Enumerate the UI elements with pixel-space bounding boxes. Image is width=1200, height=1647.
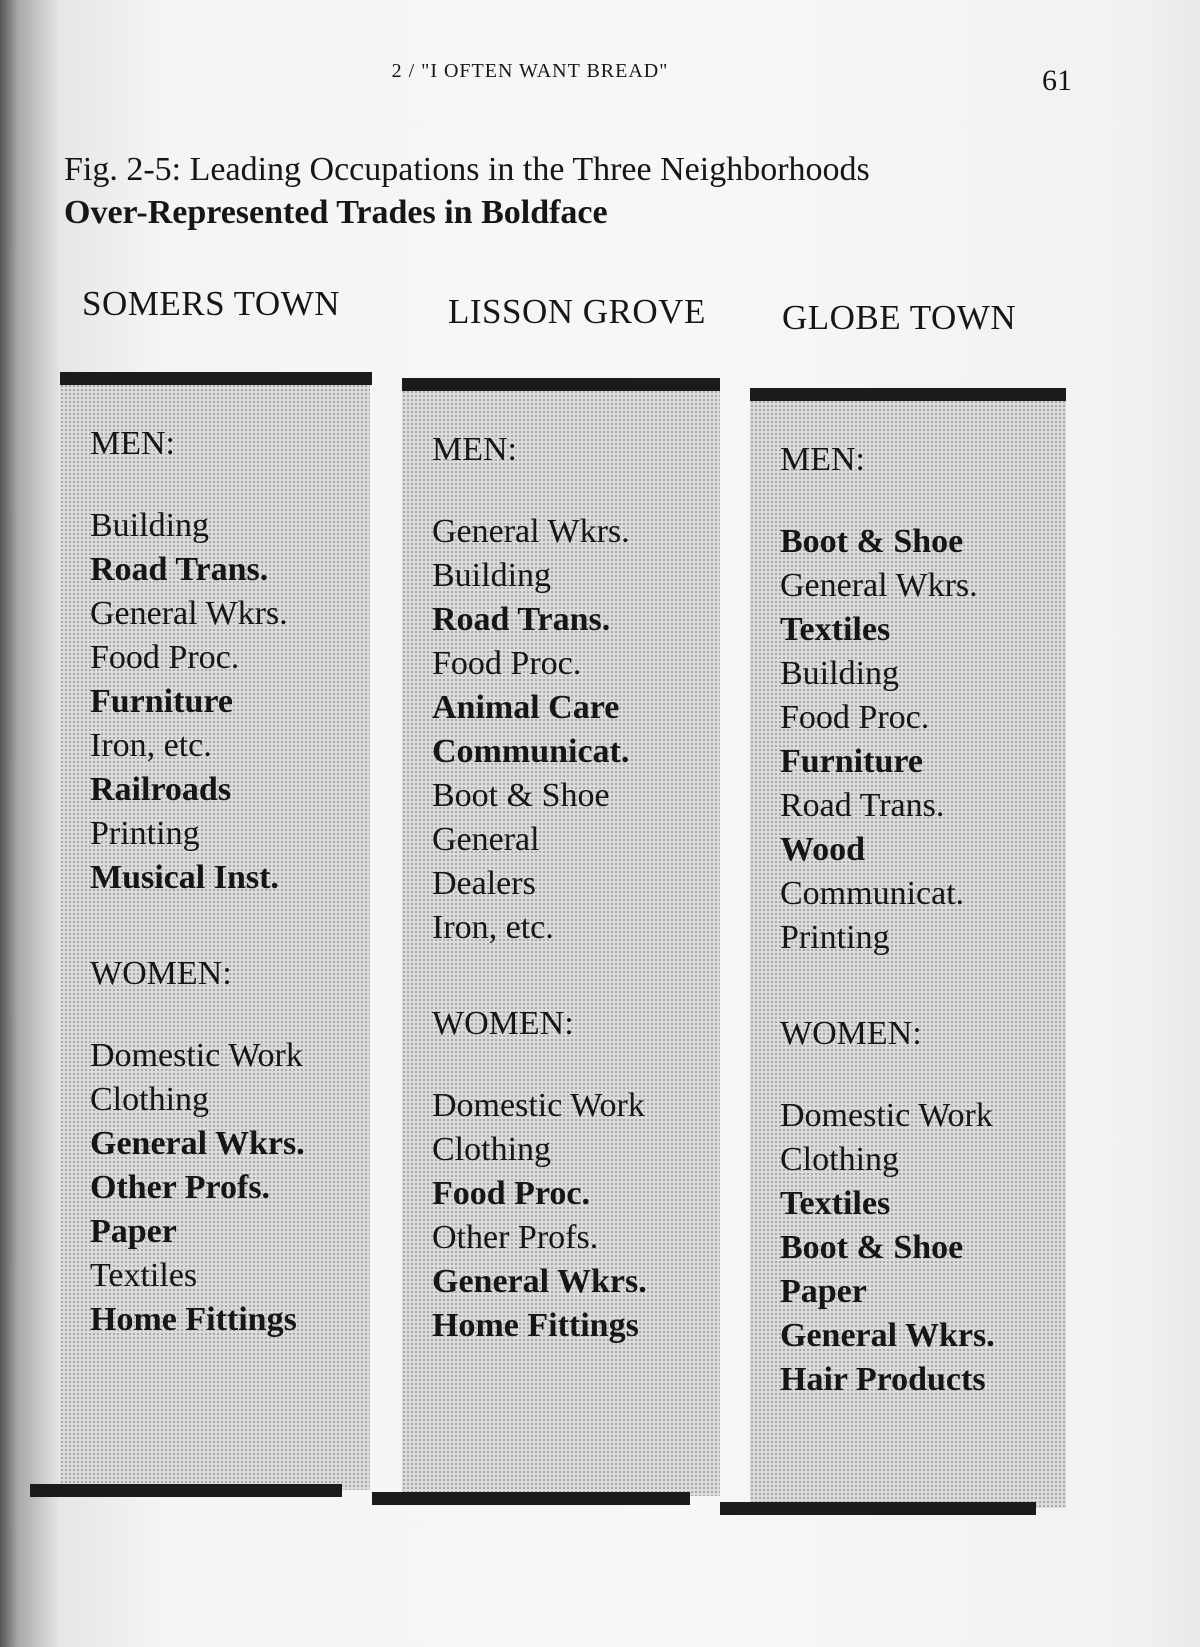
men-occupations (90, 504, 305, 900)
occupation-item: Textiles (780, 1185, 891, 1222)
column-top-rule (750, 388, 1066, 401)
occupation-item: Musical Inst. (90, 859, 279, 896)
column-list-somers-town (90, 422, 305, 1342)
occupation-item: Food Proc. (780, 699, 930, 736)
column-bottom-rule (30, 1484, 342, 1497)
occupation-item: Paper (90, 1213, 177, 1250)
occupation-item: Boot & Shoe (780, 523, 964, 560)
occupation-item: Hair Products (780, 1361, 986, 1398)
occupation-item: General Wkrs. (780, 567, 978, 604)
column-list-lisson-grove (432, 428, 647, 1348)
occupation-item: Road Trans. (432, 601, 611, 638)
column-bottom-rule (720, 1502, 1036, 1515)
women-label: WOMEN: (432, 1005, 574, 1042)
men-occupations (780, 520, 995, 960)
column-bottom-rule (372, 1492, 690, 1505)
occupation-item: Printing (780, 919, 890, 956)
occupation-item: Clothing (780, 1141, 900, 1178)
occupation-item: General Wkrs. (780, 1317, 995, 1354)
occupation-item: Textiles (90, 1257, 198, 1294)
occupation-item: Paper (780, 1273, 867, 1310)
occupation-item: Building (780, 655, 900, 692)
running-head: 2 / "I OFTEN WANT BREAD" (391, 60, 669, 82)
occupation-item: Clothing (90, 1081, 210, 1118)
occupation-item: Communicat. (432, 733, 630, 770)
occupation-item: General (432, 821, 540, 858)
men-label: MEN: (90, 425, 175, 462)
occupation-item: Boot & Shoe (432, 777, 610, 814)
occupation-item: Food Proc. (90, 639, 240, 676)
occupation-item: Dealers (432, 865, 536, 902)
women-label: WOMEN: (780, 1015, 922, 1052)
occupation-item: Domestic Work (780, 1097, 993, 1134)
occupation-item: Food Proc. (432, 1175, 591, 1212)
occupation-item: Domestic Work (432, 1087, 645, 1124)
women-occupations (432, 1084, 647, 1348)
column-heading-somers-town: SOMERS TOWN (82, 284, 341, 323)
column-heading-lisson-grove: LISSON GROVE (448, 292, 706, 331)
men-label: MEN: (432, 431, 517, 468)
occupation-item: Printing (90, 815, 200, 852)
men-occupations (432, 510, 647, 950)
occupation-item: Communicat. (780, 875, 965, 912)
occupation-item: Furniture (780, 743, 923, 780)
column-list-globe-town (780, 438, 995, 1402)
figure-title: Fig. 2-5: Leading Occupations in the Three Neighborhoods (64, 151, 870, 188)
page-number: 61 (1042, 64, 1072, 97)
occupation-item: Other Profs. (90, 1169, 271, 1206)
column-top-rule (402, 378, 720, 391)
women-occupations (780, 1094, 995, 1402)
column-heading-globe-town: GLOBE TOWN (782, 298, 1017, 337)
occupation-item: Iron, etc. (432, 909, 554, 946)
occupation-item: Other Profs. (432, 1219, 599, 1256)
occupation-item: General Wkrs. (90, 1125, 305, 1162)
occupation-item: Building (432, 557, 552, 594)
occupation-item: Food Proc. (432, 645, 582, 682)
occupation-item: Iron, etc. (90, 727, 212, 764)
occupation-item: General Wkrs. (432, 513, 630, 550)
occupation-item: Animal Care (432, 689, 620, 726)
occupation-item: Railroads (90, 771, 232, 808)
occupation-item: General Wkrs. (432, 1263, 647, 1300)
occupation-item: Clothing (432, 1131, 552, 1168)
occupation-item: Building (90, 507, 210, 544)
occupation-item: Wood (780, 831, 866, 868)
occupation-item: Home Fittings (432, 1307, 639, 1344)
occupation-item: Road Trans. (90, 551, 269, 588)
men-label: MEN: (780, 441, 865, 478)
occupation-item: Home Fittings (90, 1301, 297, 1338)
occupation-item: General Wkrs. (90, 595, 288, 632)
column-top-rule (60, 372, 372, 385)
occupation-item: Road Trans. (780, 787, 945, 824)
women-label: WOMEN: (90, 955, 232, 992)
occupation-item: Domestic Work (90, 1037, 303, 1074)
figure-subtitle: Over-Represented Trades in Boldface (64, 194, 608, 231)
occupation-item: Boot & Shoe (780, 1229, 964, 1266)
occupation-item: Furniture (90, 683, 233, 720)
figure-caption (64, 148, 870, 234)
women-occupations (90, 1034, 305, 1342)
occupation-item: Textiles (780, 611, 891, 648)
